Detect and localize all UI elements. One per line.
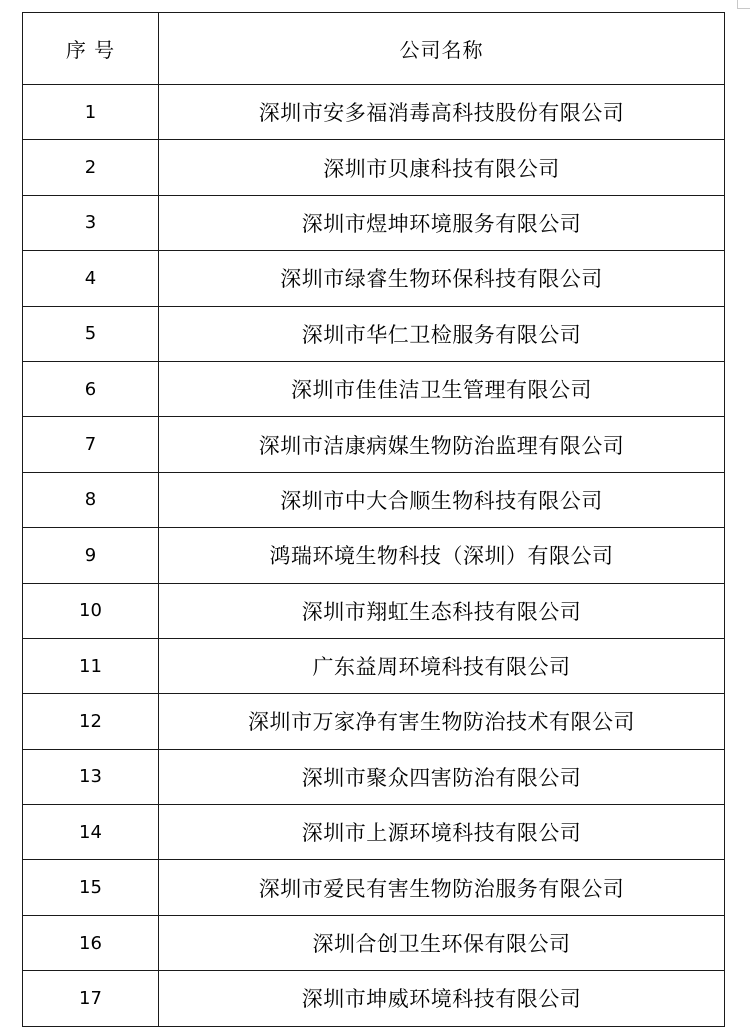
header-index: 序 号	[23, 13, 159, 85]
company-list-table	[22, 12, 725, 1027]
table-row	[23, 583, 725, 638]
table-row	[23, 915, 725, 970]
table-row	[23, 638, 725, 693]
row-company-name: 深圳市聚众四害防治有限公司	[159, 749, 725, 804]
row-company-name: 深圳市上源环境科技有限公司	[159, 805, 725, 860]
table-row	[23, 417, 725, 472]
row-index: 5	[23, 306, 159, 361]
row-index: 9	[23, 528, 159, 583]
row-index: 1	[23, 85, 159, 140]
row-index: 13	[23, 749, 159, 804]
table-row	[23, 195, 725, 250]
table-body	[23, 85, 725, 1027]
row-company-name: 广东益周环境科技有限公司	[159, 638, 725, 693]
table-row	[23, 528, 725, 583]
table-row	[23, 140, 725, 195]
row-index: 3	[23, 195, 159, 250]
header-row	[23, 13, 725, 85]
row-index: 2	[23, 140, 159, 195]
table-header	[23, 13, 725, 85]
row-index: 7	[23, 417, 159, 472]
row-company-name: 深圳市坤威环境科技有限公司	[159, 971, 725, 1026]
table-row	[23, 361, 725, 416]
table-row	[23, 306, 725, 361]
table-row	[23, 805, 725, 860]
row-company-name: 深圳市安多福消毒高科技股份有限公司	[159, 85, 725, 140]
table-row	[23, 251, 725, 306]
row-company-name: 鸿瑞环境生物科技（深圳）有限公司	[159, 528, 725, 583]
row-company-name: 深圳市煜坤环境服务有限公司	[159, 195, 725, 250]
table-row	[23, 860, 725, 915]
row-company-name: 深圳市中大合顺生物科技有限公司	[159, 472, 725, 527]
table-row	[23, 749, 725, 804]
row-company-name: 深圳市华仁卫检服务有限公司	[159, 306, 725, 361]
header-company-name: 公司名称	[159, 13, 725, 85]
table-row	[23, 694, 725, 749]
table-row	[23, 472, 725, 527]
row-index: 14	[23, 805, 159, 860]
row-company-name: 深圳市爱民有害生物防治服务有限公司	[159, 860, 725, 915]
row-index: 6	[23, 361, 159, 416]
row-company-name: 深圳市绿睿生物环保科技有限公司	[159, 251, 725, 306]
row-index: 17	[23, 971, 159, 1026]
page-corner-mark	[737, 0, 750, 9]
row-index: 4	[23, 251, 159, 306]
row-index: 8	[23, 472, 159, 527]
row-company-name: 深圳市洁康病媒生物防治监理有限公司	[159, 417, 725, 472]
row-index: 15	[23, 860, 159, 915]
row-company-name: 深圳市翔虹生态科技有限公司	[159, 583, 725, 638]
row-index: 16	[23, 915, 159, 970]
row-company-name: 深圳市万家净有害生物防治技术有限公司	[159, 694, 725, 749]
row-company-name: 深圳市贝康科技有限公司	[159, 140, 725, 195]
table-row	[23, 971, 725, 1026]
row-company-name: 深圳合创卫生环保有限公司	[159, 915, 725, 970]
row-index: 11	[23, 638, 159, 693]
row-index: 10	[23, 583, 159, 638]
row-index: 12	[23, 694, 159, 749]
table-row	[23, 85, 725, 140]
row-company-name: 深圳市佳佳洁卫生管理有限公司	[159, 361, 725, 416]
